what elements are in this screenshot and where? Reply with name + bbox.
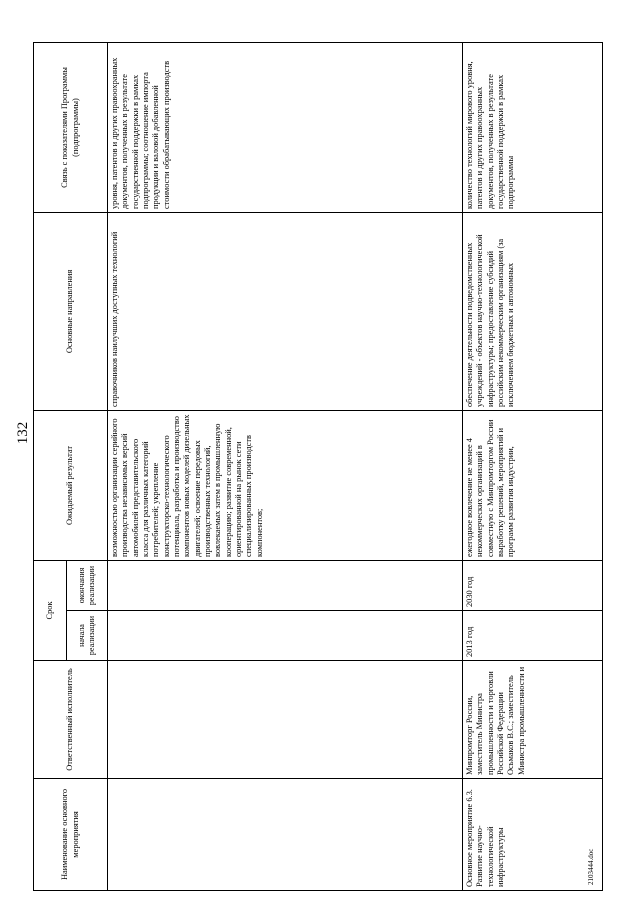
row2-indicators-link: количество технологий мирового уровня, патентов и других правоохранных документов, полученных в результате государственной поддержки в рамках подпрограммы (463, 43, 603, 213)
row1-expected-result: возможностью организации серийного производства независимых версий автомобилей представительского класса для различных категорий потребителей; укрепление конструкторско-технологического потенциала, разработка и производство компонентов новых моделей дизельных двигателей; освоение передовых производственных технологий, вовлекаемых затем в промышленную кооперацию; развитие современной, ориентированной на рынок сети специализированных производств компонентов; (108, 411, 463, 561)
rotated-document-page (5, 13, 625, 893)
header-responsible-executor: Ответственный исполнитель (34, 661, 108, 779)
row1-activity-name (108, 779, 463, 891)
table-row (463, 43, 603, 891)
row1-main-directions: справочников наилучших доступных технологий (108, 213, 463, 411)
row2-main-directions: обеспечение деятельности подведомственных учреждений - объектов научно-технологической инфраструктуры; предоставление субсидий российским некоммерческим организациям (за исключением бюджетных и автономных (463, 213, 603, 411)
header-term-start: начала реализации (67, 611, 108, 661)
header-term-end: окончания реализации (67, 561, 108, 611)
header-main-directions: Основные направления (34, 213, 108, 411)
page-number: 132 (15, 421, 31, 445)
document-reference: 2103444.doc (587, 848, 595, 885)
header-expected-result: Ожидаемый результат (34, 411, 108, 561)
row2-activity-name: Основное мероприятие 6.3. Развитие научно-технологической инфраструктуры (463, 779, 603, 891)
row2-term-start: 2013 год (463, 611, 603, 661)
table-header-row (34, 43, 67, 891)
row1-term-end (108, 561, 463, 611)
header-program-indicators-link: Связь с показателями Программы (подпрограммы) (34, 43, 108, 213)
row1-indicators-link: уровня, патентов и других правоохранных документов, полученных в результате государственной поддержки в рамках подпрограммы; соотношение импорта продукции и валовой добавленной стоимости обрабатывающих производств (108, 43, 463, 213)
header-activity-name: Наименование основного мероприятия (34, 779, 108, 891)
row1-term-start (108, 611, 463, 661)
row2-executor: Минпромторг России, заместитель Министра промышленности и торговли Российской Федерации Осьмаков В.С.; заместитель Министра промышленности и (463, 661, 603, 779)
row2-expected-result: ежегодное вовлечение не менее 4 некоммерческих организаций в совместную с Минпромторгом России выработку решений, мероприятий и программ развития индустрии, (463, 411, 603, 561)
row2-term-end: 2030 год (463, 561, 603, 611)
header-term: Срок (34, 561, 67, 661)
program-activities-table (33, 42, 603, 891)
row1-executor (108, 661, 463, 779)
table-row (108, 43, 463, 891)
